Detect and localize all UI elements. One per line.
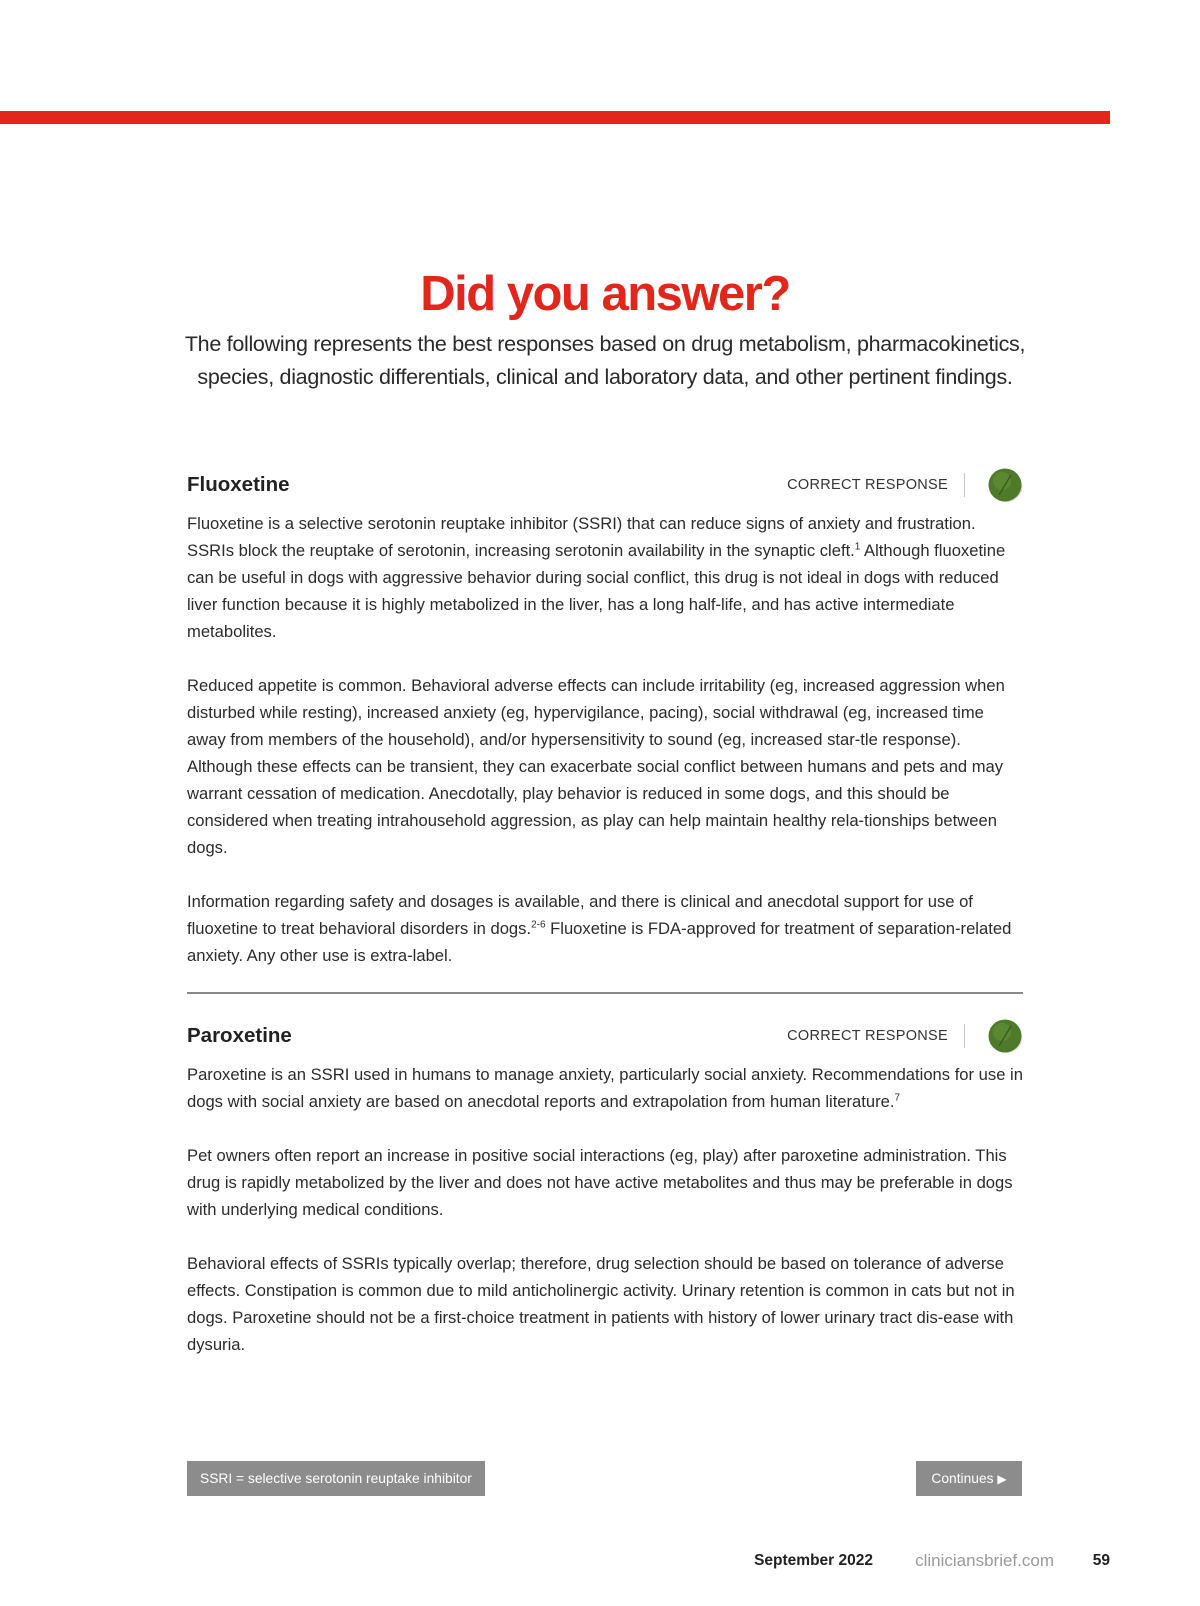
paragraph: Behavioral effects of SSRIs typically overlap; therefore, drug selection should be based on tolerance of adverse effects. Constipation is common due to mild anticholinergic activity. Urinary retention is common in cats but not in dogs. Paroxetine should not be a first-choice treatment in patients with history of lower urinary tract dis-ease with dysuria. xyxy=(187,1254,1015,1354)
divider xyxy=(964,473,965,497)
green-pill-icon xyxy=(987,1018,1023,1054)
divider xyxy=(964,1024,965,1048)
response-label: CORRECT RESPONSE xyxy=(787,1028,948,1044)
page-number: 59 xyxy=(1092,1552,1110,1569)
paragraph: Paroxetine is an SSRI used in humans to manage anxiety, particularly social anxiety. Recommendations for use in dogs with social anxiety are based on anecdotal reports and extrapolation from human literature.$^7$ xyxy=(187,1065,1023,1111)
page-subtitle: The following represents the best responses based on drug metabolism, pharmacokinetics, species, diagnostic differentials, clinical and laboratory data, and other pertinent findings. xyxy=(184,332,1026,389)
abbreviation-note: SSRI = selective serotonin reuptake inhibitor xyxy=(187,1461,485,1496)
header-accent-bar xyxy=(0,111,1110,124)
section-header xyxy=(187,470,1023,510)
paragraph: Pet owners often report an increase in positive social interactions (eg, play) after paroxetine administration. This drug is rapidly metabolized by the liver and does not have active metabolites and thus may be preferable in dogs with underlying medical conditions. xyxy=(187,1146,1013,1219)
page-title: Did you answer? xyxy=(420,267,790,321)
response-badge xyxy=(787,1017,1023,1055)
play-arrow-icon: ▶ xyxy=(997,1472,1007,1486)
footer-site[interactable]: cliniciansbrief.com xyxy=(915,1551,1054,1570)
paragraph: Reduced appetite is common. Behavioral adverse effects can include irritability (eg, increased aggression when disturbed while resting), increased anxiety (eg, hypervigilance, pacing), social withdrawal (eg, increased time away from members of the household), and/or hypersensitivity to sound (eg, increased star-tle response). Although these effects can be transient, they can exacerbate social conflict between humans and pets and may warrant cessation of medication. Anecdotally, play behavior is reduced in some dogs, and this should be considered when treating intrahousehold aggression, as play can help maintain healthy rela-tionships between dogs. xyxy=(187,676,1005,857)
footer-date: September 2022 xyxy=(754,1552,873,1569)
section-fluoxetine xyxy=(187,470,1023,996)
section-title: Paroxetine xyxy=(187,1024,292,1047)
response-label: CORRECT RESPONSE xyxy=(787,477,948,493)
paragraph: Information regarding safety and dosages is available, and there is clinical and anecdotal support for use of fluoxetine to treat behavioral disorders in dogs.$^{2-6}$ Fluoxetine is FDA-approved for treatment of separation-related anxiety. Any other use is extra-label. xyxy=(187,892,1012,965)
section-header xyxy=(187,1021,1023,1061)
response-badge xyxy=(787,466,1023,504)
section-divider xyxy=(187,992,1023,994)
green-pill-icon xyxy=(987,467,1023,503)
continues-label: Continues xyxy=(931,1471,994,1486)
section-paroxetine xyxy=(187,1021,1023,1385)
section-title: Fluoxetine xyxy=(187,473,290,496)
continues-button[interactable] xyxy=(916,1461,1022,1496)
paragraph: Fluoxetine is a selective serotonin reuptake inhibitor (SSRI) that can reduce signs of anxiety and frustration. SSRIs block the reuptake of serotonin, increasing serotonin availability in the synaptic cleft.$^1$ Although fluoxetine can be useful in dogs with aggressive behavior during social conflict, this drug is not ideal in dogs with reduced liver function because it is highly metabolized in the liver, has a long half-life, and has active intermediate metabolites. xyxy=(187,514,1006,641)
